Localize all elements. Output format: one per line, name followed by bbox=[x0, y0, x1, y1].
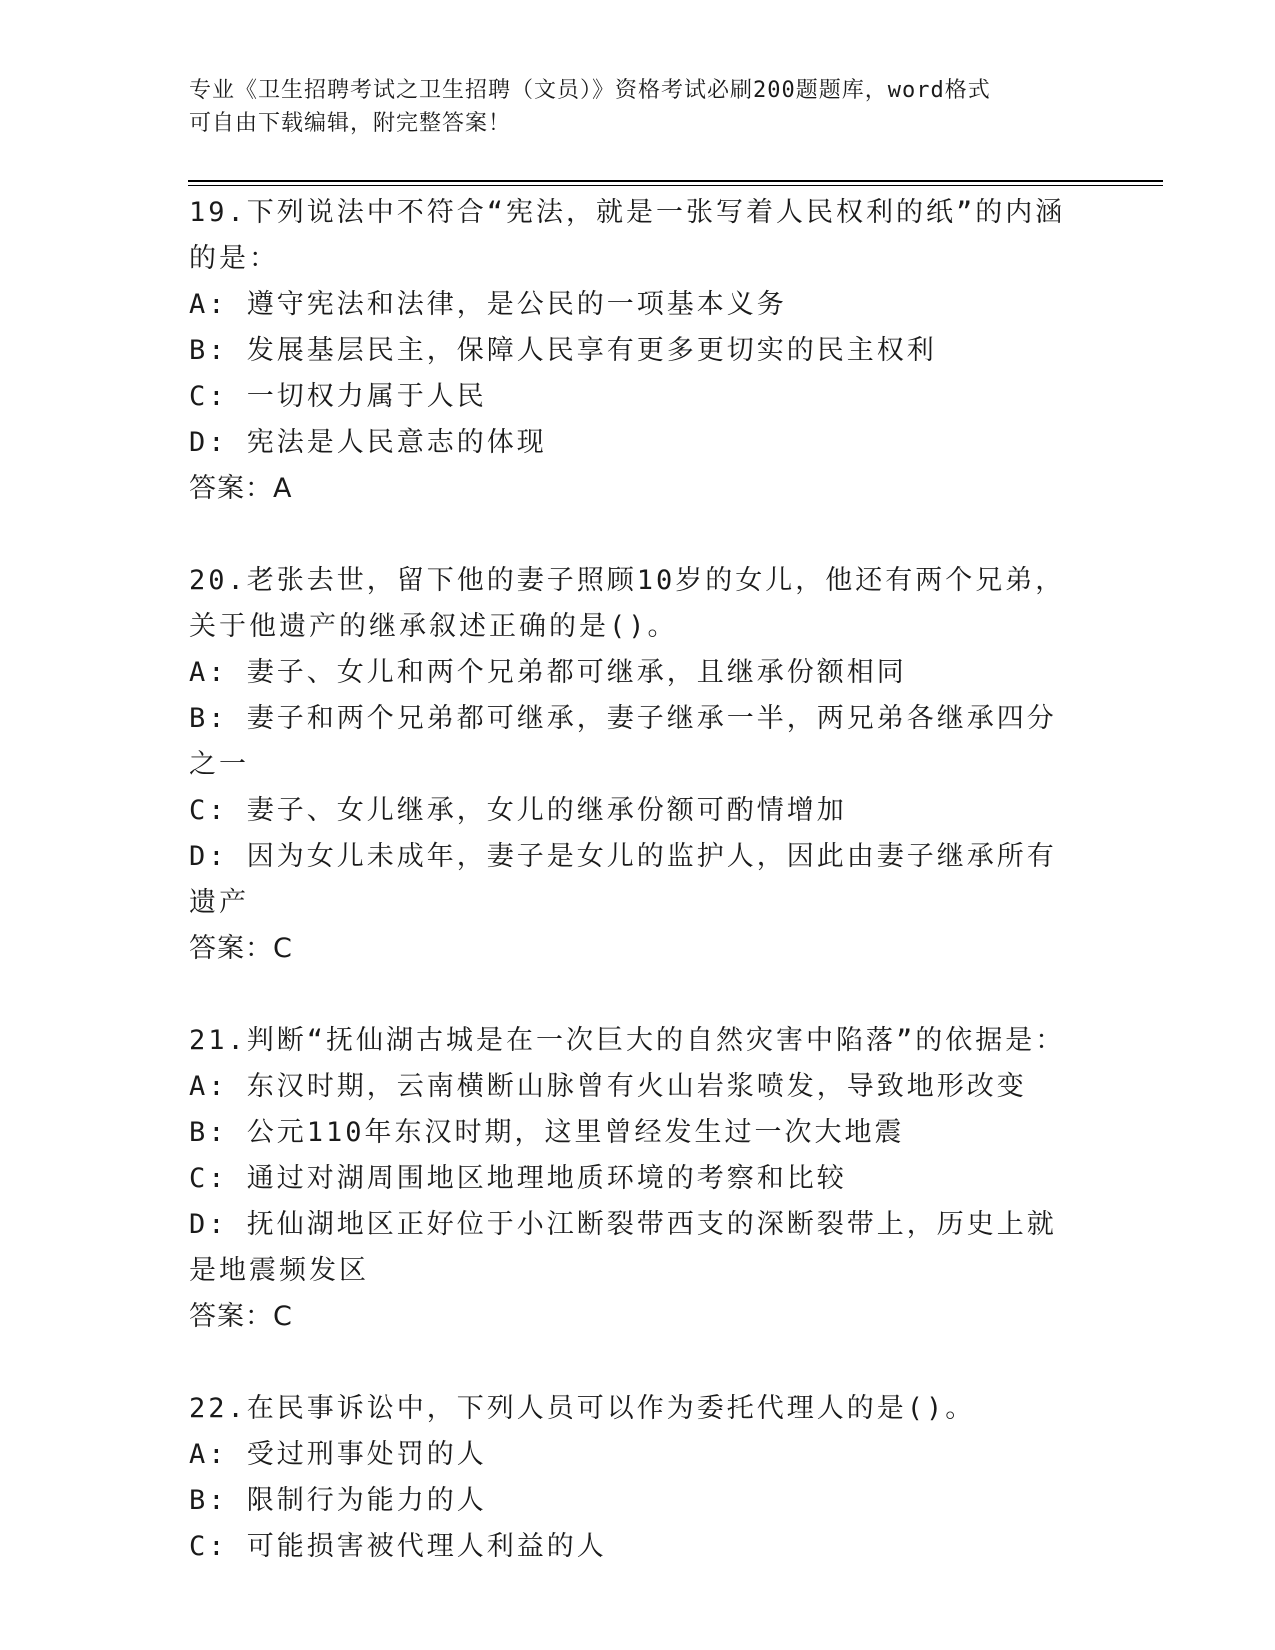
option-c: C: 通过对湖周围地区地理地质环境的考察和比较 bbox=[189, 1163, 847, 1194]
option-c: C: 一切权力属于人民 bbox=[189, 381, 487, 412]
question-20 bbox=[189, 558, 1079, 972]
header-divider-thin bbox=[188, 185, 1163, 186]
answer-line: 答案：C bbox=[189, 933, 293, 964]
option-a: A: 妻子、女儿和两个兄弟都可继承，且继承份额相同 bbox=[189, 657, 907, 688]
option-c: C: 妻子、女儿继承，女儿的继承份额可酌情增加 bbox=[189, 795, 847, 826]
header-line-2: 可自由下载编辑，附完整答案！ bbox=[189, 111, 512, 136]
question-stem: 19.下列说法中不符合“宪法，就是一张写着人民权利的纸”的内涵的是： bbox=[189, 197, 1066, 274]
question-list bbox=[189, 190, 1079, 1616]
option-a: A: 遵守宪法和法律，是公民的一项基本义务 bbox=[189, 289, 787, 320]
question-19 bbox=[189, 190, 1079, 512]
answer-line: 答案：A bbox=[189, 473, 293, 504]
question-stem: 21.判断“抚仙湖古城是在一次巨大的自然灾害中陷落”的依据是： bbox=[189, 1025, 1066, 1056]
question-21 bbox=[189, 1018, 1079, 1340]
option-d: D: 因为女儿未成年，妻子是女儿的监护人，因此由妻子继承所有遗产 bbox=[189, 841, 1057, 918]
option-b: B: 公元110年东汉时期，这里曾经发生过一次大地震 bbox=[189, 1117, 905, 1148]
option-b: B: 发展基层民主，保障人民享有更多更切实的民主权利 bbox=[189, 335, 937, 366]
question-stem: 20.老张去世，留下他的妻子照顾10岁的女儿，他还有两个兄弟，关于他遗产的继承叙述正确的是()。 bbox=[189, 565, 1066, 642]
option-a: A: 东汉时期，云南横断山脉曾有火山岩浆喷发，导致地形改变 bbox=[189, 1071, 1027, 1102]
option-d: D: 宪法是人民意志的体现 bbox=[189, 427, 547, 458]
header-line-1: 专业《卫生招聘考试之卫生招聘（文员）》资格考试必刷200题题库，word格式 bbox=[189, 78, 991, 103]
option-a: A: 受过刑事处罚的人 bbox=[189, 1439, 487, 1470]
option-b: B: 妻子和两个兄弟都可继承，妻子继承一半，两兄弟各继承四分之一 bbox=[189, 703, 1057, 780]
question-stem: 22.在民事诉讼中，下列人员可以作为委托代理人的是()。 bbox=[189, 1393, 976, 1424]
document-header bbox=[189, 74, 1089, 140]
option-b: B: 限制行为能力的人 bbox=[189, 1485, 487, 1516]
option-d: D: 抚仙湖地区正好位于小江断裂带西支的深断裂带上，历史上就是地震频发区 bbox=[189, 1209, 1057, 1286]
answer-line: 答案：C bbox=[189, 1301, 293, 1332]
option-c: C: 可能损害被代理人利益的人 bbox=[189, 1531, 607, 1562]
header-divider-thick bbox=[188, 180, 1163, 182]
question-22 bbox=[189, 1386, 1079, 1570]
